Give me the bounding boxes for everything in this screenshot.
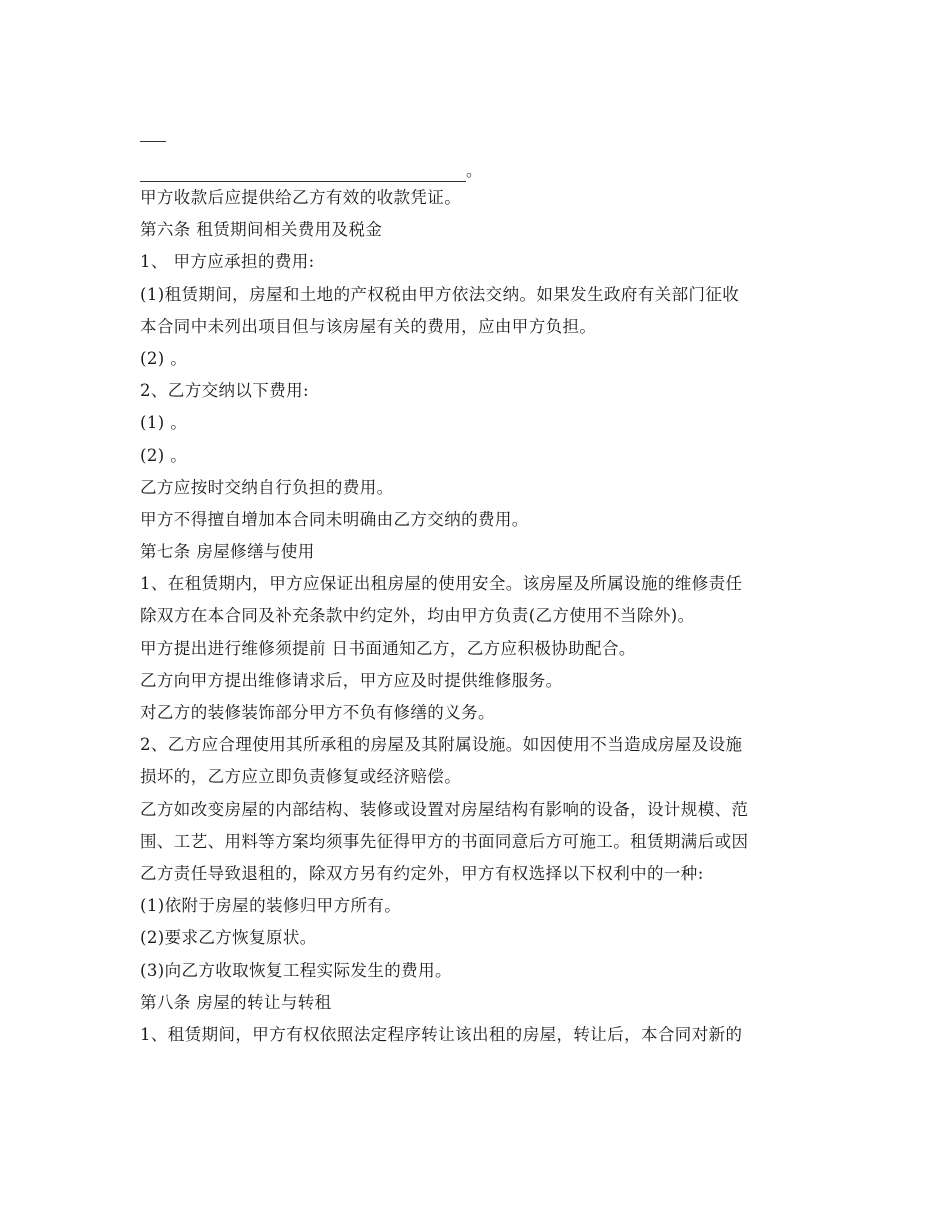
text-line: 本合同中未列出项目但与该房屋有关的费用，应由甲方负担。	[140, 316, 597, 336]
text-line: (1) 。	[140, 413, 188, 433]
text-line: 乙方如改变房屋的内部结构、装修或设置对房屋结构有影响的设备，设计规模、范	[140, 799, 749, 819]
text-line: 甲方收款后应提供给乙方有效的收款凭证。	[140, 188, 462, 207]
text-line: 围、工艺、用料等方案均须事先征得甲方的书面同意后方可施工。租赁期满后或因	[140, 831, 749, 851]
text-line: (1)租赁期间，房屋和土地的产权税由甲方依法交纳。如果发生政府有关部门征收	[140, 284, 740, 304]
text-line: (3)向乙方收取恢复工程实际发生的费用。	[140, 960, 452, 980]
text-line: (1)依附于房屋的装修归甲方所有。	[140, 896, 402, 916]
text-line: 1、 甲方应承担的费用:	[140, 252, 315, 272]
document-body	[140, 120, 830, 1051]
text-line: 乙方向甲方提出维修请求后，甲方应及时提供维修服务。	[140, 670, 563, 690]
text-line: 乙方应按时交纳自行负担的费用。	[140, 477, 394, 497]
fill-in-blank-row	[140, 142, 830, 182]
text-line: 2、乙方应合理使用其所承租的房屋及其附属设施。如因使用不当造成房屋及设施	[140, 735, 743, 755]
text-line: 甲方提出进行维修须提前 日书面通知乙方，乙方应积极协助配合。	[140, 638, 636, 658]
text-line: (2)要求乙方恢复原状。	[140, 928, 317, 948]
blank-period: 。	[466, 161, 483, 180]
text-line: (2) 。	[140, 445, 188, 465]
fill-in-blank-short	[140, 120, 166, 142]
text-line: 2、乙方交纳以下费用:	[140, 381, 309, 401]
text-line: 对乙方的装修装饰部分甲方不负有修缮的义务。	[140, 703, 495, 722]
text-line: 损坏的，乙方应立即负责修复或经济赔偿。	[140, 767, 462, 787]
article-heading: 第六条 租赁期间相关费用及税金	[140, 220, 383, 240]
article-heading: 第七条 房屋修缮与使用	[140, 542, 315, 562]
text-line: 除双方在本合同及补充条款中约定外，均由甲方负责(乙方使用不当除外)。	[140, 606, 695, 626]
fill-in-blank-long	[140, 160, 466, 182]
text-line: 1、租赁期间，甲方有权依照法定程序转让该出租的房屋，转让后，本合同对新的	[140, 1024, 743, 1044]
text-line: 甲方不得擅自增加本合同未明确由乙方交纳的费用。	[140, 509, 529, 529]
text-line: (2) 。	[140, 348, 188, 368]
article-heading: 第八条 房屋的转让与转租	[140, 992, 332, 1012]
text-line: 1、在租赁期内，甲方应保证出租房屋的使用安全。该房屋及所属设施的维修责任	[140, 574, 743, 594]
text-line: 乙方责任导致退租的，除双方另有约定外，甲方有权选择以下权利中的一种:	[140, 863, 704, 883]
